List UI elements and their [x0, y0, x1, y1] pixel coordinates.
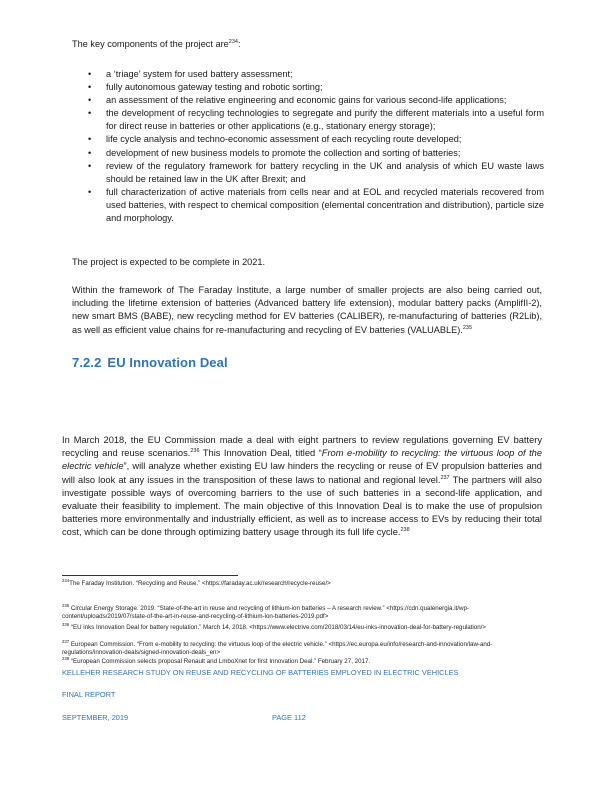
bullet-icon: •	[88, 69, 92, 79]
deal-text-4: The partners will also investigate possible ways of overcoming barriers to the use of such batteries in a second-life application, and evaluate their feasibility to implement. The main objective of this Innovation Deal is to make the use of propulsion batteries more environmentally and industrially efficient, as well as to increase access to EVs by reducing their total cost, which can be done through optimizing battery usage through its full life cycle.	[62, 474, 542, 538]
footnote-text: “European Commission selects proposal Renault and LmboXnet for first Innovation Deal.” February 27, 2017.	[69, 658, 371, 665]
list-item-text: development of new business models to promote the collection and sorting of batteries;	[106, 147, 461, 158]
deal-text-3: ”, will analyze whether existing EU law hinders the recycling or reuse of EV propulsion batteries and will also look at any issues in the transposition of these laws to national and regional level.	[62, 461, 542, 485]
footnote-ref-236[interactable]: 236	[190, 448, 200, 455]
footer-page-number: PAGE 112	[272, 713, 306, 722]
intro-line	[72, 38, 552, 51]
intro-text: The key components of the project are	[72, 39, 229, 49]
faraday-paragraph	[72, 284, 542, 337]
section-heading	[72, 355, 228, 370]
footnote-number: 237	[62, 638, 70, 644]
list-item-text: the development of recycling technologies to segregate and purify the different materials into a useful form for direct reuse in batteries or other applications (e.g., stationary energy storage);	[106, 108, 544, 132]
footnote-ref-235[interactable]: 235	[462, 324, 473, 331]
footnote-ref-234[interactable]: 234	[228, 38, 238, 45]
list-item	[84, 107, 544, 133]
bullet-icon: •	[88, 82, 92, 93]
section-title: EU Innovation Deal	[107, 355, 228, 370]
footnote-235	[62, 602, 552, 621]
footnote-number: 236	[62, 621, 70, 627]
footnote-number: 234	[62, 577, 70, 583]
footer-report-label: FINAL REPORT	[62, 690, 116, 699]
list-item	[84, 81, 544, 94]
footnote-ref-238[interactable]: 238	[400, 527, 410, 534]
list-item-text: an assessment of the relative engineering and economic gains for various second-life applications;	[106, 95, 507, 106]
list-item-text: fully autonomous gateway testing and robotic sorting;	[106, 82, 323, 93]
bullet-icon: •	[88, 147, 92, 158]
list-item	[84, 147, 544, 160]
list-item	[84, 68, 544, 81]
list-item-text: a ‘triage’ system for used battery assessment;	[106, 69, 293, 79]
bullet-icon: •	[88, 160, 92, 171]
section-number: 7.2.2	[72, 355, 102, 370]
footnote-divider	[62, 575, 238, 576]
bullet-icon: •	[88, 108, 92, 119]
deal-text-1: In March 2018, the EU Commission made a deal with eight partners to review regulations governing EV battery recycling and reuse scenarios.	[62, 435, 542, 459]
footer-study-title: KELLEHER RESEARCH STUDY ON REUSE AND RECYCLING OF BATTERIES EMPLOYED IN ELECTRIC VEHICLES	[62, 668, 459, 677]
deal-title-italic: From e-mobility to recycling: the virtuous loop of the electric vehicle	[62, 448, 542, 472]
footnote-number: 235	[62, 602, 70, 608]
list-item	[84, 133, 544, 146]
list-item-text: full characterization of active materials from cells near and at EOL and recycled materials recovered from used batteries, with respect to chemical composition (elemental concentration and distribution), particle size and morphology.	[106, 186, 544, 224]
footnote-234	[62, 577, 552, 588]
list-item	[84, 94, 544, 107]
bullet-icon: •	[88, 186, 92, 197]
list-item	[84, 186, 544, 225]
footnote-237	[62, 638, 552, 657]
completion-paragraph: The project is expected to be complete in 2021.	[72, 257, 266, 267]
list-item-text: life cycle analysis and techno-economic assessment of each recycling route developed;	[106, 134, 462, 145]
bullet-icon: •	[88, 134, 92, 145]
list-item-text: review of the regulatory framework for battery recycling in the UK and analysis of which EU waste laws should be retained law in the UK after Brexit; and	[106, 160, 544, 184]
footnote-ref-237[interactable]: 237	[440, 474, 450, 481]
footnote-text: European Commission. “From e-mobility to recycling: the virtuous loop of the electric vehicle.” <https://ec.europa.eu/info/research-and-innovation/law-and-regulations/innovation-deals/signed-innovation-deals_en>	[62, 641, 493, 657]
components-list	[84, 68, 544, 225]
footer-date: SEPTEMBER, 2019	[62, 713, 129, 722]
footnote-238	[62, 655, 552, 666]
footnote-text: Circular Energy Storage. 2019. “State-of-the-art in reuse and recycling of lithium-ion batteries – A research review.” <https://cdn.qualenergia.it/wp-content/uploads/2019/07/state-of-the-art-in-reuse-and-recycling-of-lithium-ion-batteries-2019.pdf>	[62, 605, 469, 621]
bullet-icon: •	[88, 95, 92, 106]
intro-colon: :	[237, 39, 241, 49]
footnote-236	[62, 621, 552, 632]
list-item	[84, 160, 544, 186]
innovation-deal-paragraph	[62, 434, 542, 540]
faraday-text: Within the framework of The Faraday Institute, a large number of smaller projects are also being carried out, including the lifetime extension of batteries (Advanced battery life extension), modular battery packs (AmplifII-2), new smart BMS (BABE), new recycling method for EV batteries (CALIBER), re-manufacturing of batteries (R2Lib), as well as efficient value chains for re-manufacturing and recycling of EV batteries (VALUABLE).	[72, 285, 542, 335]
footnote-text: The Faraday Institution. “Recycling and Reuse.” <https://faraday.ac.uk/research/recycle-reuse/>	[69, 580, 331, 587]
deal-text-2: This Innovation Deal, titled “	[199, 448, 322, 459]
footnote-text: “EU inks Innovation Deal for battery regulation.” March 14, 2018. <https://www.electrive.com/2018/03/14/eu-inks-innovation-deal-for-battery-regulation/>	[69, 624, 487, 631]
footnote-number: 238	[62, 655, 70, 661]
